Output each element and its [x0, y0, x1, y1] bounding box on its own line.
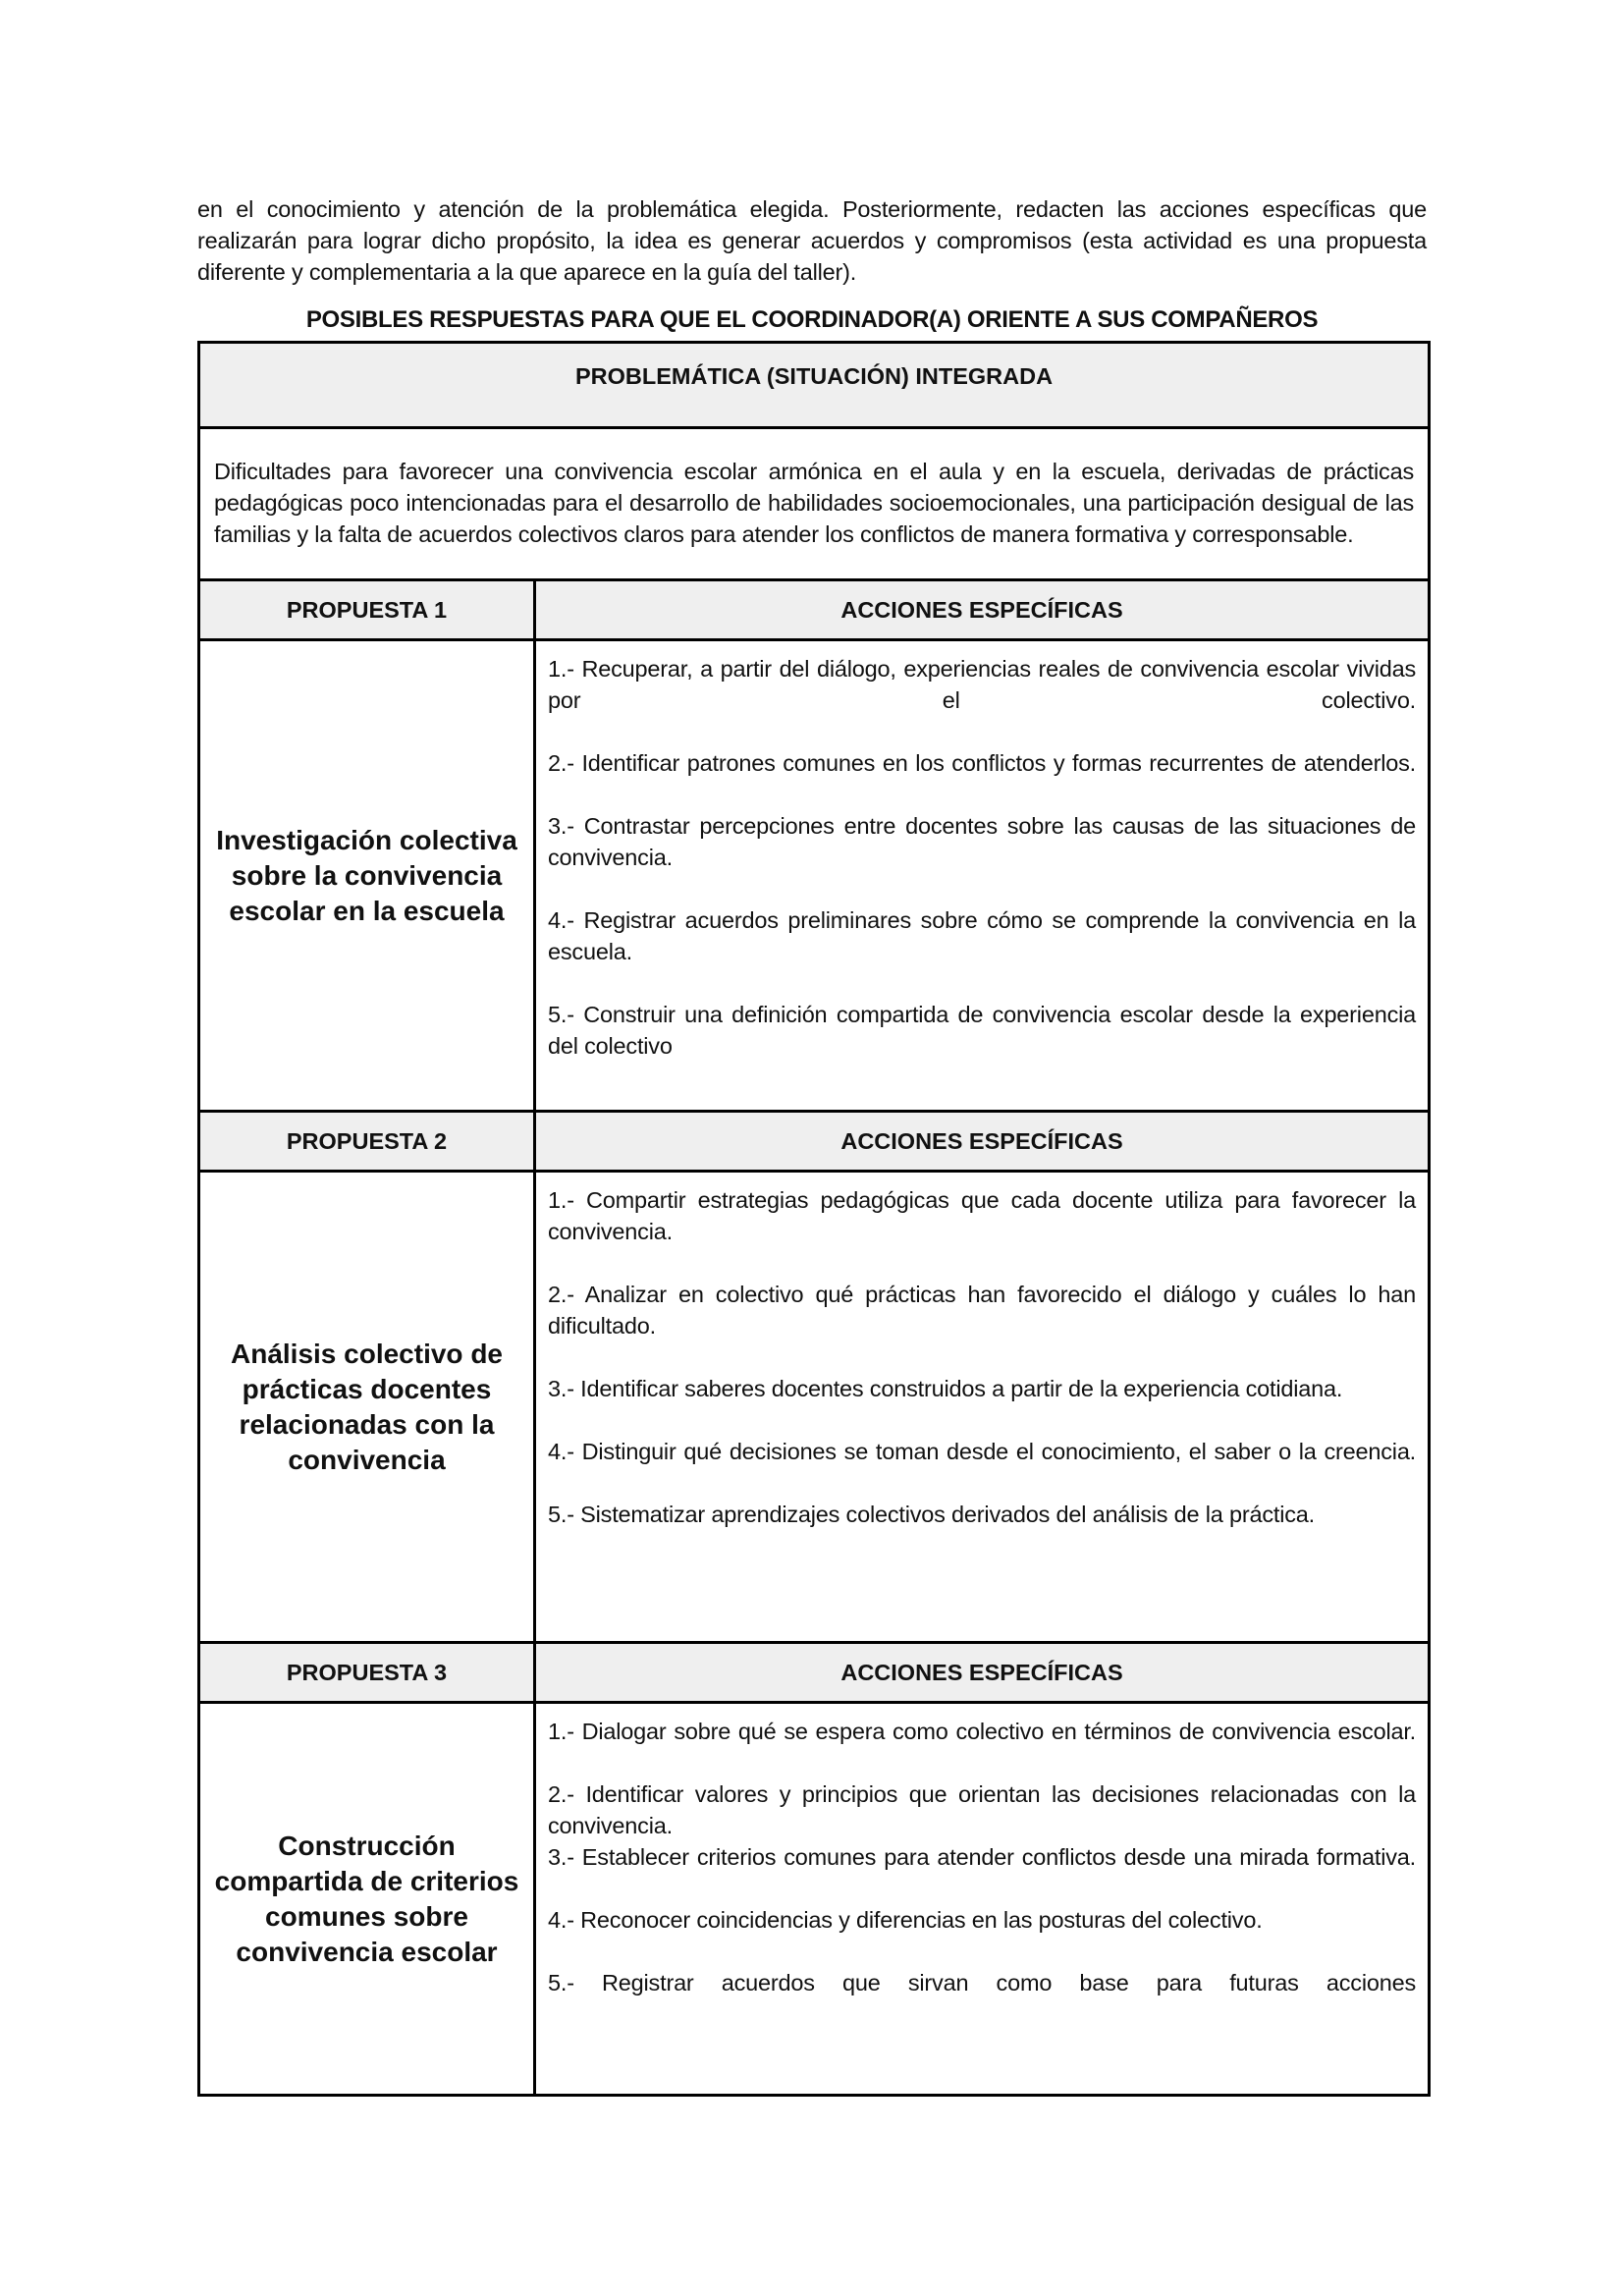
action-item: 1.- Dialogar sobre qué se espera como colectivo en términos de convivencia escolar.: [548, 1719, 1417, 1744]
problem-header-cell: [199, 343, 1430, 428]
proposal-name: Construcción compartida de criterios comunes sobre convivencia escolar: [199, 1703, 535, 2096]
section-title: POSIBLES RESPUESTAS PARA QUE EL COORDINADOR(A) ORIENTE A SUS COMPAÑEROS: [305, 306, 1319, 333]
actions-list: [535, 640, 1430, 1112]
problem-text: Dificultades para favorecer una convivencia escolar armónica en el aula y en la escuela, derivadas de prácticas pedagógicas poco intencionadas para el desarrollo de habilidades socioemocionales, una participación desigual de las familias y la falta de acuerdos colectivos claros para atender los conflictos de manera formativa y corresponsable.: [199, 428, 1430, 580]
problem-text-row: [199, 428, 1430, 580]
proposal-label: PROPUESTA 1: [199, 580, 535, 640]
proposal-label: PROPUESTA 2: [199, 1112, 535, 1172]
actions-list: [535, 1172, 1430, 1643]
proposal-header-row: [199, 1643, 1430, 1703]
action-item: 3.- Identificar saberes docentes construidos a partir de la experiencia cotidiana.: [548, 1376, 1343, 1401]
problem-header: PROBLEMÁTICA (SITUACIÓN) INTEGRADA: [574, 363, 1054, 389]
proposal-row: [199, 640, 1430, 1112]
action-item: 5.- Construir una definición compartida de convivencia escolar desde la experiencia del colectivo: [548, 1002, 1417, 1059]
actions-header: ACCIONES ESPECÍFICAS: [535, 1643, 1430, 1703]
action-item: 3.- Establecer criterios comunes para atender conflictos desde una mirada formativa.: [548, 1844, 1417, 1870]
actions-list: [535, 1703, 1430, 2096]
proposal-name: Análisis colectivo de prácticas docentes relacionadas con la convivencia: [199, 1172, 535, 1643]
proposal-header-row: [199, 1112, 1430, 1172]
action-item: 5.- Sistematizar aprendizajes colectivos derivados del análisis de la práctica.: [548, 1502, 1315, 1527]
actions-header: ACCIONES ESPECÍFICAS: [535, 1112, 1430, 1172]
proposal-row: [199, 1172, 1430, 1643]
action-item: 1.- Compartir estrategias pedagógicas que cada docente utiliza para favorecer la convivencia.: [548, 1187, 1417, 1244]
action-item: 4.- Distinguir qué decisiones se toman desde el conocimiento, el saber o la creencia.: [548, 1439, 1417, 1464]
proposal-name: Investigación colectiva sobre la convivencia escolar en la escuela: [199, 640, 535, 1112]
intro-paragraph: en el conocimiento y atención de la problemática elegida. Posteriormente, redacten las acciones específicas que realizarán para lograr dicho propósito, la idea es generar acuerdos y compromisos (esta actividad es una propuesta diferente y complementaria a la que aparece en la guía del taller).: [197, 196, 1427, 285]
action-item: 2.- Identificar valores y principios que orientan las decisiones relacionadas con la convivencia.: [548, 1781, 1417, 1838]
action-item: 1.- Recuperar, a partir del diálogo, experiencias reales de convivencia escolar vividas por el colectivo.: [548, 656, 1417, 713]
action-item: 4.- Reconocer coincidencias y diferencias en las posturas del colectivo.: [548, 1907, 1263, 1933]
proposal-label: PROPUESTA 3: [199, 1643, 535, 1703]
action-item: 5.- Registrar acuerdos que sirvan como base para futuras acciones: [548, 1970, 1417, 1995]
proposals-table: [197, 341, 1431, 2097]
actions-header: ACCIONES ESPECÍFICAS: [535, 580, 1430, 640]
proposal-header-row: [199, 580, 1430, 640]
problem-header-row: [199, 343, 1430, 428]
action-item: 2.- Analizar en colectivo qué prácticas han favorecido el diálogo y cuáles lo han dificultado.: [548, 1282, 1417, 1339]
action-item: 4.- Registrar acuerdos preliminares sobre cómo se comprende la convivencia en la escuela.: [548, 907, 1417, 964]
proposal-row: [199, 1703, 1430, 2096]
action-item: 2.- Identificar patrones comunes en los conflictos y formas recurrentes de atenderlos.: [548, 750, 1417, 776]
action-item: 3.- Contrastar percepciones entre docentes sobre las causas de las situaciones de convivencia.: [548, 813, 1417, 870]
